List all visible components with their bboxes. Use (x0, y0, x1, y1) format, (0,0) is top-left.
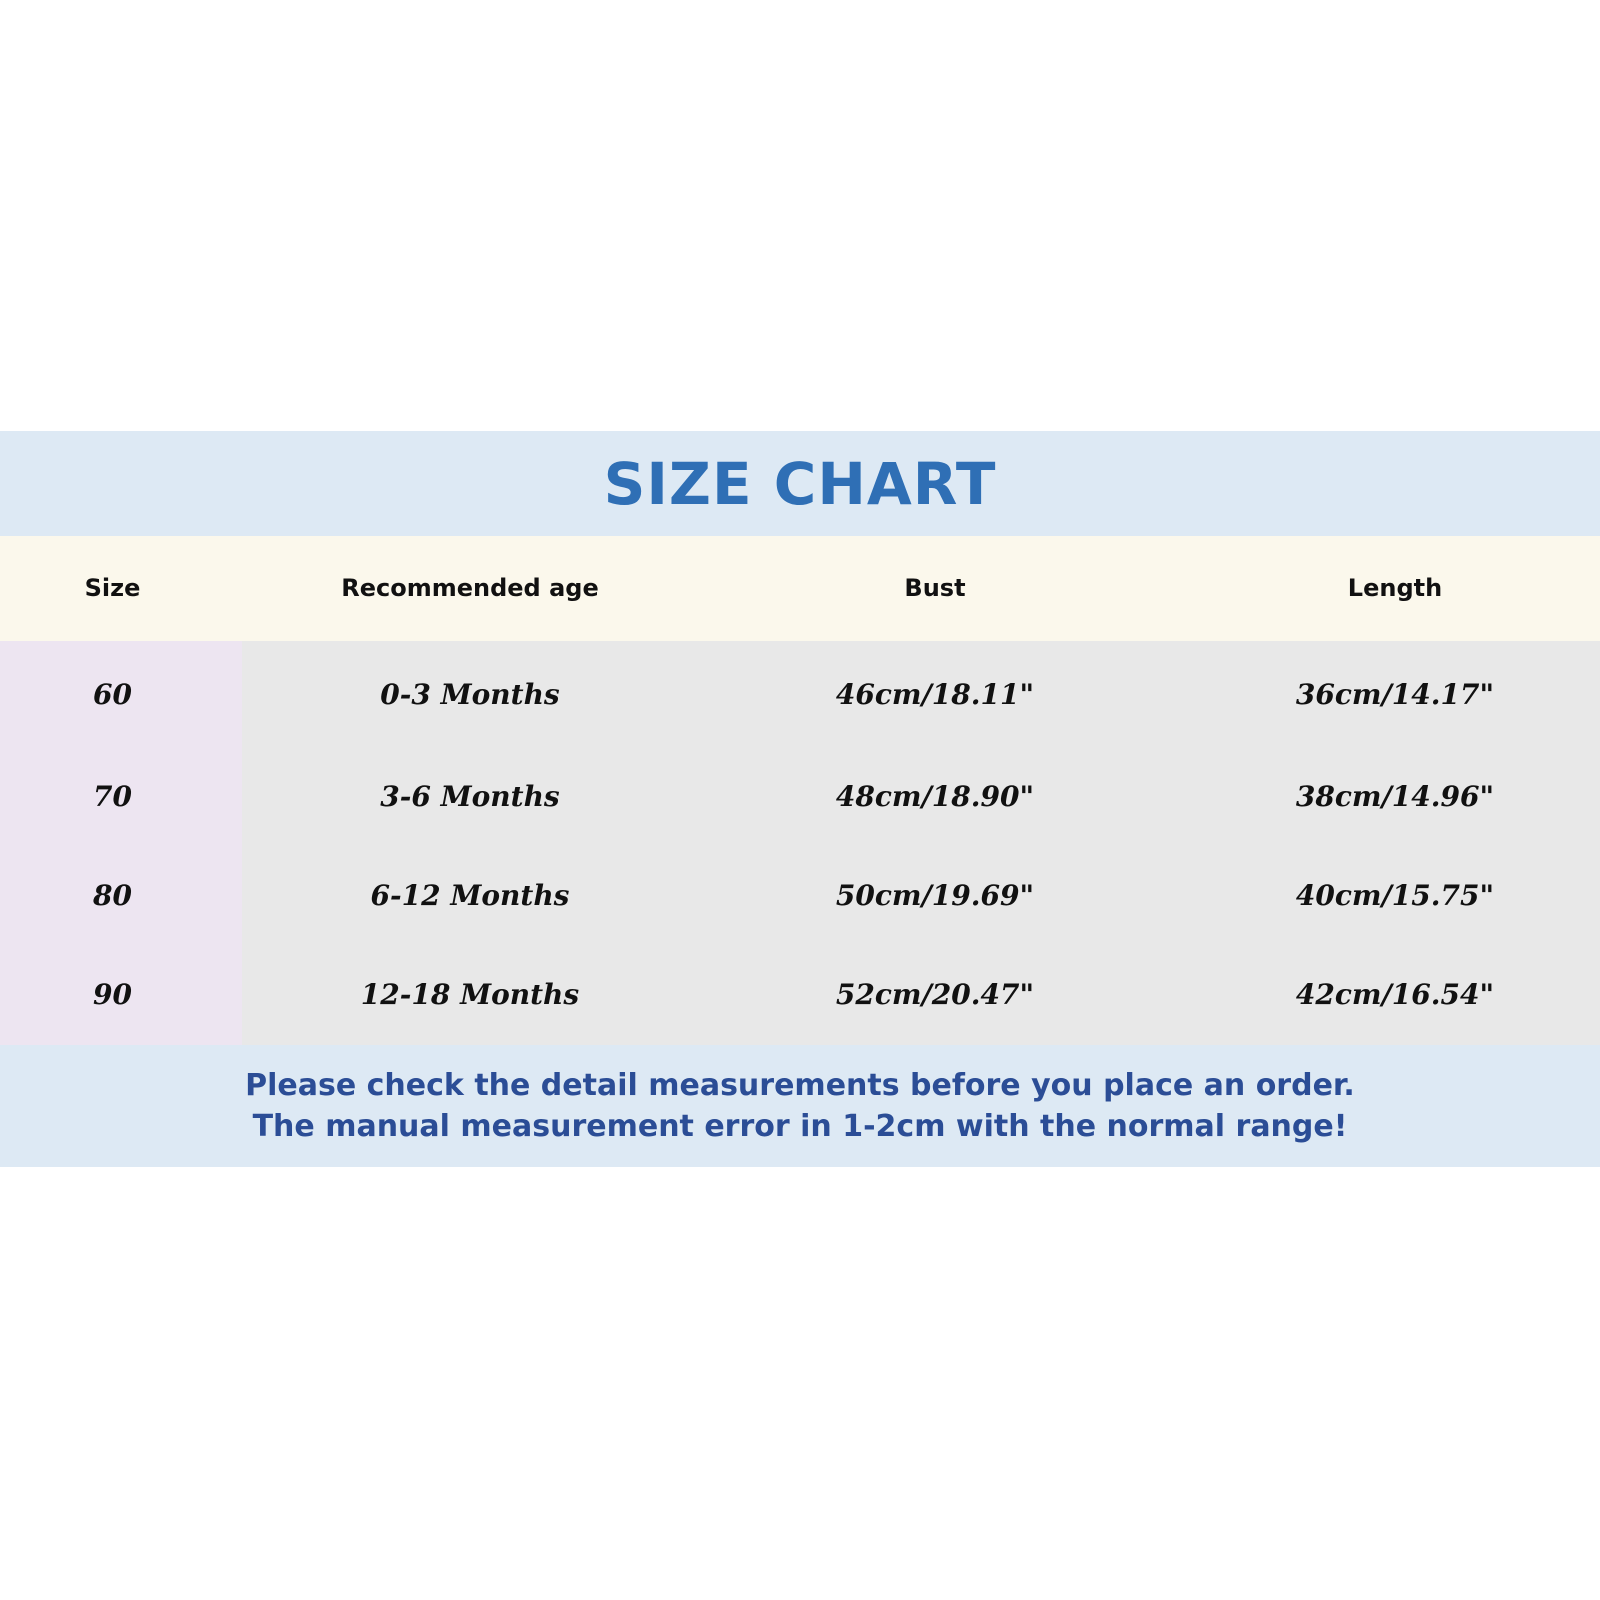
cell-bust: 50cm/19.69" (835, 879, 1035, 912)
table-row (0, 778, 1600, 818)
table-header (0, 536, 1600, 641)
header-bust: Bust (904, 574, 966, 602)
cell-size: 90 (93, 978, 132, 1011)
note-band (0, 1045, 1600, 1167)
cell-age: 6-12 Months (370, 879, 570, 912)
table-body (0, 641, 1600, 1045)
cell-length: 38cm/14.96" (1295, 780, 1495, 813)
cell-length: 40cm/15.75" (1295, 879, 1495, 912)
table-row (0, 877, 1600, 917)
table-row (0, 976, 1600, 1016)
header-length: Length (1347, 574, 1443, 602)
cell-bust: 48cm/18.90" (835, 780, 1035, 813)
header-size: Size (84, 574, 141, 602)
cell-length: 42cm/16.54" (1295, 978, 1495, 1011)
title-band (0, 431, 1600, 536)
size-chart (0, 431, 1600, 1167)
cell-age: 12-18 Months (360, 978, 580, 1011)
cell-size: 80 (93, 879, 132, 912)
note-line-1: Please check the detail measurements before you place an order. (245, 1068, 1355, 1103)
cell-size: 70 (93, 780, 132, 813)
cell-age: 3-6 Months (380, 780, 560, 813)
chart-title: SIZE CHART (603, 449, 997, 518)
cell-bust: 52cm/20.47" (835, 978, 1035, 1011)
table-row (0, 676, 1600, 716)
header-recommended-age: Recommended age (341, 574, 599, 602)
note-line-2: The manual measurement error in 1-2cm with the normal range! (252, 1109, 1348, 1144)
cell-age: 0-3 Months (380, 678, 560, 711)
cell-size: 60 (93, 678, 132, 711)
cell-bust: 46cm/18.11" (835, 678, 1035, 711)
cell-length: 36cm/14.17" (1295, 678, 1495, 711)
